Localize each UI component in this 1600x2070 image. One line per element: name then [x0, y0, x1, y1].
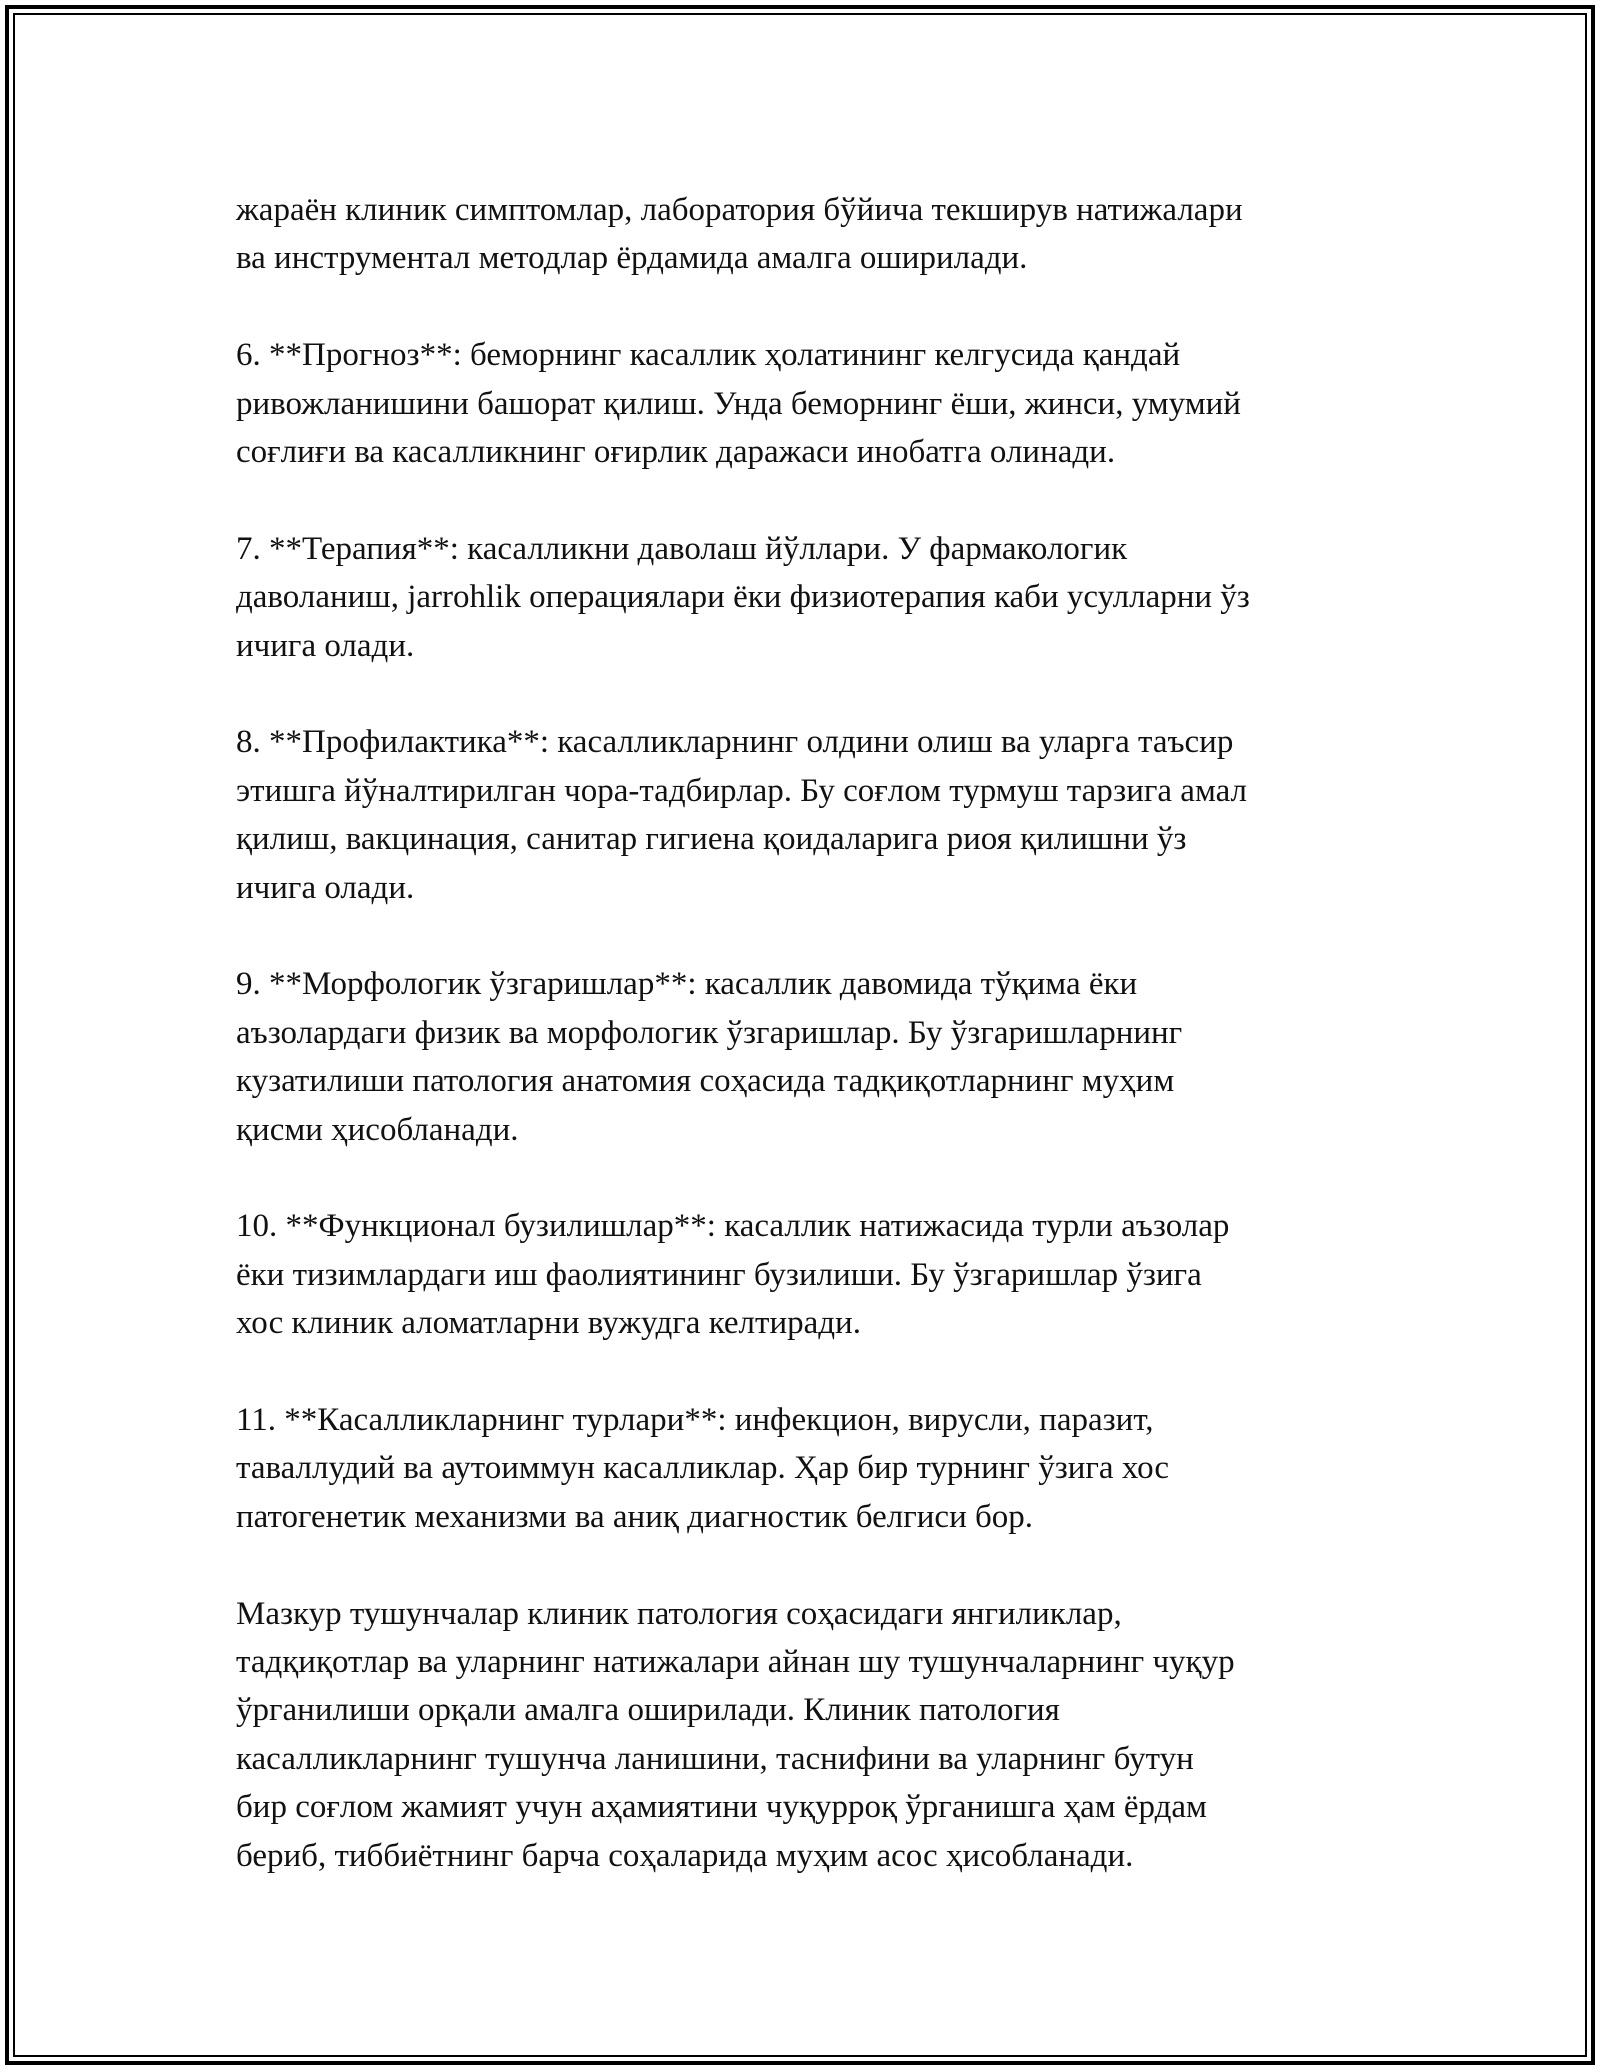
- paragraph-functional-disorders: 10. **Функционал бузилишлар**: касаллик натижасида турли аъзолар ёки тизимлардаги иш фаолиятининг бузилиши. Бу ўзгаришлар ўзига хос клиник аломатларни вужудга келтиради.: [236, 1208, 1230, 1342]
- document-body: [236, 186, 1396, 1880]
- paragraph-intro-continuation: жараён клиник симптомлар, лаборатория бўйича текширув натижалари ва инструментал методлар ёрдамида амалга оширилади.: [236, 192, 1243, 277]
- paragraph-conclusion: Мазкур тушунчалар клиник патология соҳасидаги янгиликлар, тадқиқотлар ва уларнинг натижалари айнан шу тушунчаларнинг чуқур ўрганилиши орқали амалга оширилади. Клиник патология касалликларнинг тушунча ланишини, таснифини ва уларнинг бутун бир соғлом жамият учун аҳамиятини чуқурроқ ўрганишга ҳам ёрдам бериб, тиббиётнинг барча соҳаларида муҳим асос ҳисобланади.: [236, 1595, 1235, 1874]
- paragraph-prophylaxis: 8. **Профилактика**: касалликларнинг олдини олиш ва уларга таъсир этишга йўналтирилган чора-тадбирлар. Бу соғлом турмуш тарзига амал қилиш, вакцинация, санитар гигиена қоидаларига риоя қилишни ўз ичига олади.: [236, 724, 1248, 906]
- paragraph-disease-types: 11. **Касалликларнинг турлари**: инфекцион, вирусли, паразит, таваллудий ва аутоиммун касалликлар. Ҳар бир турнинг ўзига хос патогенетик механизми ва аниқ диагностик белгиси бор.: [236, 1402, 1170, 1535]
- paragraph-prognosis: 6. **Прогноз**: беморнинг касаллик ҳолатининг келгусида қандай ривожланишини башорат қилиш. Унда беморнинг ёши, жинси, умумий соғлиғи ва касалликнинг оғирлик даражаси инобатга олинади.: [236, 337, 1241, 471]
- paragraph-therapy: 7. **Терапия**: касалликни даволаш йўллари. У фармакологик даволаниш, jarrohlik операциялари ёки физиотерапия каби усулларни ўз ичига олади.: [236, 530, 1250, 664]
- paragraph-morphological-changes: 9. **Морфологик ўзгаришлар**: касаллик давомида тўқима ёки аъзолардаги физик ва морфологик ўзгаришлар. Бу ўзгаришларнинг кузатилиши патология анатомия соҳасида тадқиқотларнинг муҳим қисми ҳисобланади.: [236, 966, 1183, 1148]
